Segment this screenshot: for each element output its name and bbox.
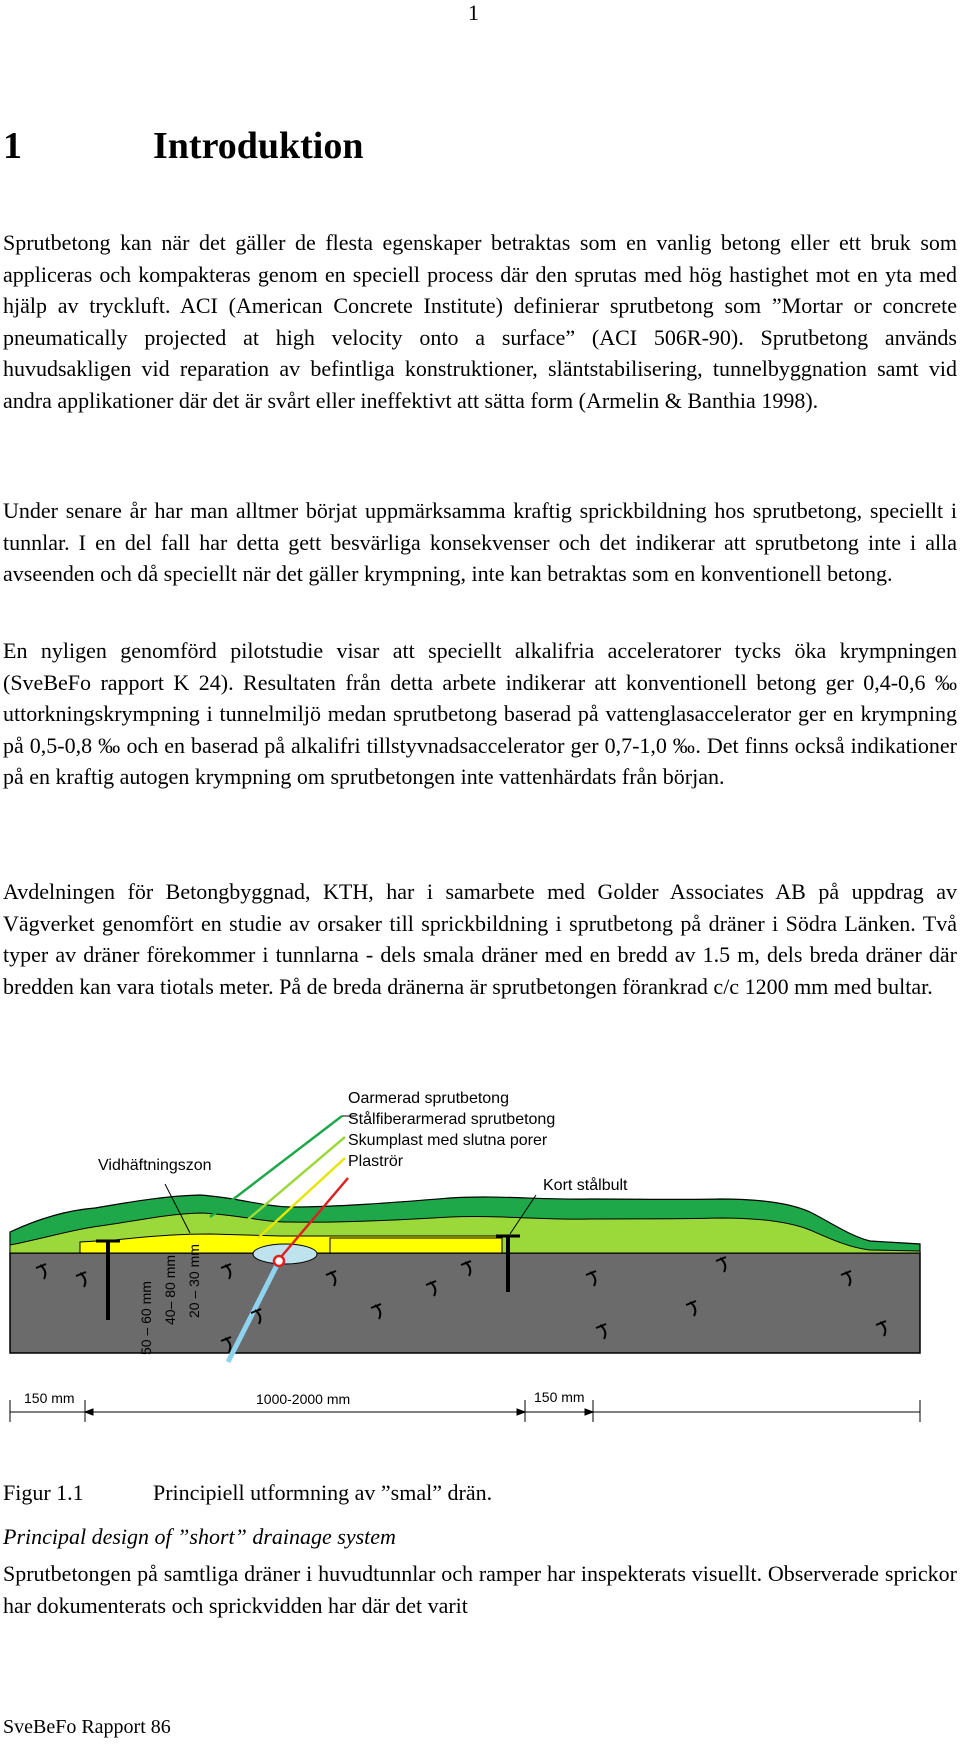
section-heading xyxy=(3,124,364,168)
figure-caption-label: Figur 1.1 xyxy=(3,1480,84,1505)
paragraph-kth-study: Avdelningen för Betongbyggnad, KTH, har i samarbete med Golder Associates AB på uppdrag av Vägverket genomfört en studie av orsaker till sprickbildning i sprutbetong på dräner i Södra Länken. Två typer av dräner förekommer i tunnlarna - dels smala dräner med en bredd av 1.5 m, dels breda dräner där bredden kan vara tiotals meter. På de breda dränerna är sprutbetongen förankrad c/c 1200 mm med bultar. xyxy=(3,879,957,999)
label-adhesion-zone: Vidhäftningszon xyxy=(98,1157,212,1174)
dimension-left: 150 mm xyxy=(24,1390,75,1406)
label-steel-fibre: Stålfiberarmerad sprutbetong xyxy=(348,1111,556,1128)
thickness-label-3: 20 – 30 mm xyxy=(186,1244,202,1318)
label-short-bolt: Kort stålbult xyxy=(543,1177,628,1194)
leader-plain xyxy=(210,1116,342,1217)
foam-layer-right xyxy=(330,1238,502,1253)
dimension-middle: 1000-2000 mm xyxy=(256,1391,351,1407)
paragraph-cracking: Under senare år har man alltmer börjat uppmärksamma kraftig sprickbildning hos sprutbetong, speciellt i tunnlar. I en del fall har detta gett besvärliga konsekvenser och det indikerar att sprutbetong inte i alla avseenden och då speciellt när det gäller krympning, inte kan betraktas som en konventionell betong. xyxy=(3,498,957,586)
figure-caption-text: Principiell utformning av ”smal” drän. xyxy=(153,1480,493,1505)
section-number: 1 xyxy=(3,125,22,167)
drainage-figure xyxy=(0,1088,960,1458)
dimension-line xyxy=(10,1400,920,1422)
page-number: 1 xyxy=(468,0,479,25)
label-foam: Skumplast med slutna porer xyxy=(348,1132,548,1149)
footer-report-name: SveBeFo Rapport 86 xyxy=(3,1716,171,1738)
dimension-right: 150 mm xyxy=(534,1389,585,1405)
paragraph-inspection: Sprutbetongen på samtliga dräner i huvudtunnlar och ramper har inspekterats visuellt. Observerade sprickor har dokumenterats och sprickvidden har där det varit xyxy=(3,1561,957,1618)
paragraph-intro: Sprutbetong kan när det gäller de flesta egenskaper betraktas som en vanlig betong eller ett bruk som appliceras och kompakteras genom en speciell process där den sprutas med hög hastighet mot en yta med hjälp av tryckluft. ACI (American Concrete Institute) definierar sprutbetong som ”Mortar or concrete pneumatically projected at high velocity onto a surface” (ACI 506R-90). Sprutbetong används huvudsakligen vid reparation av befintliga konstruktioner, släntstabilisering, tunnelbyggnation samt vid andra applikationer där det är svårt eller ineffektivt att sätta form (Armelin & Banthia 1998). xyxy=(3,230,957,413)
figure-caption xyxy=(3,1480,492,1506)
section-title: Introduktion xyxy=(153,125,364,167)
thickness-label-1: 50 – 60 mm xyxy=(138,1281,154,1355)
label-pipe: Plaströr xyxy=(348,1153,404,1170)
thickness-label-2: 40– 80 mm xyxy=(162,1254,178,1325)
figure-caption-english: Principal design of ”short” drainage system xyxy=(3,1524,396,1549)
paragraph-pilot-study: En nyligen genomförd pilotstudie visar att speciellt alkalifria acceleratorer tycks öka krympningen (SveBeFo rapport K 24). Resultaten från detta arbete indikerar att konventionell betong ger 0,4-0,6 ‰ uttorkningskrympning i tunnelmiljö medan sprutbetong baserad på vattenglasaccelerator ger en krympning på 0,5-0,8 ‰ och en baserad på alkalifri tillstyvnadsaccelerator ger 0,7-1,0 ‰. Det finns också indikationer på en kraftig autogen krympning om sprutbetongen inte vattenhärdats från början. xyxy=(3,638,957,789)
label-plain-shotcrete: Oarmerad sprutbetong xyxy=(348,1090,509,1107)
drain-outlet-ring xyxy=(274,1256,284,1266)
